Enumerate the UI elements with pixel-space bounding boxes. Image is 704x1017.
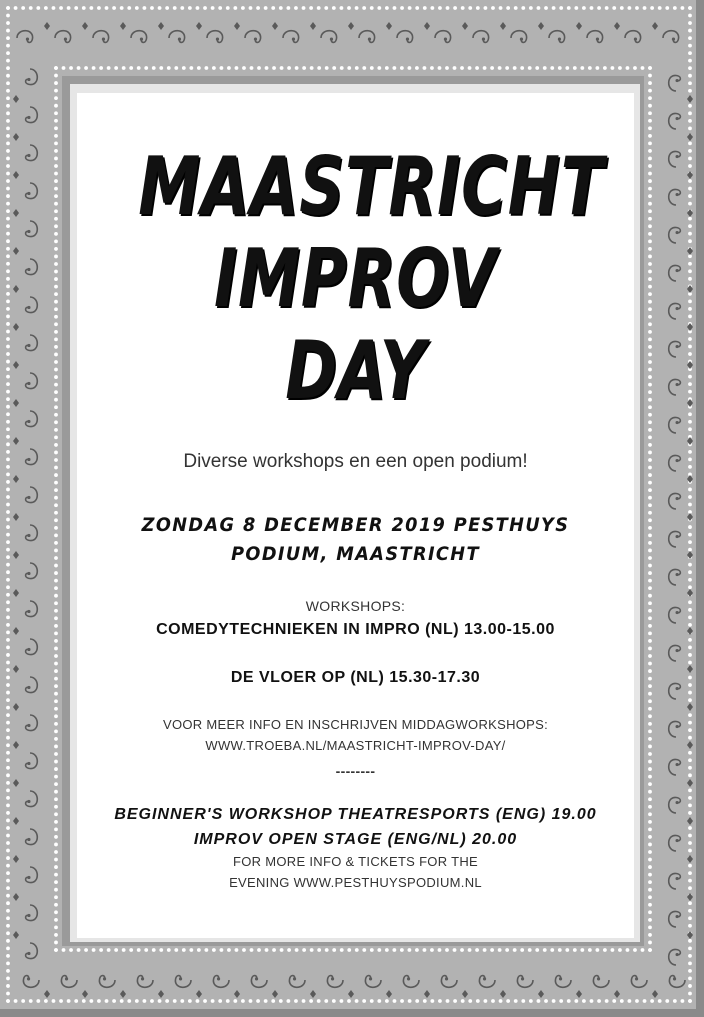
evening-info-line-2: EVENING WWW.PESTHUYSPODIUM.NL — [229, 875, 482, 890]
evening-info-line-1: FOR MORE INFO & TICKETS FOR THE — [232, 854, 478, 869]
title-line-1: MAASTRICHT — [138, 140, 605, 233]
evening-open-stage: IMPROV OPEN STAGE (ENG/NL) 20.00 — [193, 831, 518, 848]
date-line-1: ZONDAG 8 DECEMBER 2019 PESTHUYS — [141, 514, 570, 536]
separator: -------- — [335, 763, 376, 779]
workshops-heading: WORKSHOPS: — [305, 598, 406, 614]
workshop-comedytechnieken: COMEDYTECHNIEKEN IN IMPRO (NL) 13.00-15.00 — [156, 621, 555, 638]
title-line-3: DAY — [285, 324, 426, 417]
title-line-2: IMPROV — [214, 232, 497, 325]
subtitle: Diverse workshops en een open podium! — [183, 451, 528, 472]
date-line-2: PODIUM, MAASTRICHT — [231, 543, 480, 565]
info-line-1: VOOR MEER INFO EN INSCHRIJVEN MIDDAGWORKSHOPS: — [162, 717, 549, 732]
poster-sheet — [77, 93, 634, 938]
evening-beginners-workshop: BEGINNER'S WORKSHOP THEATRESPORTS (ENG) 19.00 — [114, 806, 597, 823]
info-line-2: WWW.TROEBA.NL/MAASTRICHT-IMPROV-DAY/ — [205, 738, 506, 753]
workshop-de-vloer-op: DE VLOER OP (NL) 15.30-17.30 — [230, 669, 481, 686]
